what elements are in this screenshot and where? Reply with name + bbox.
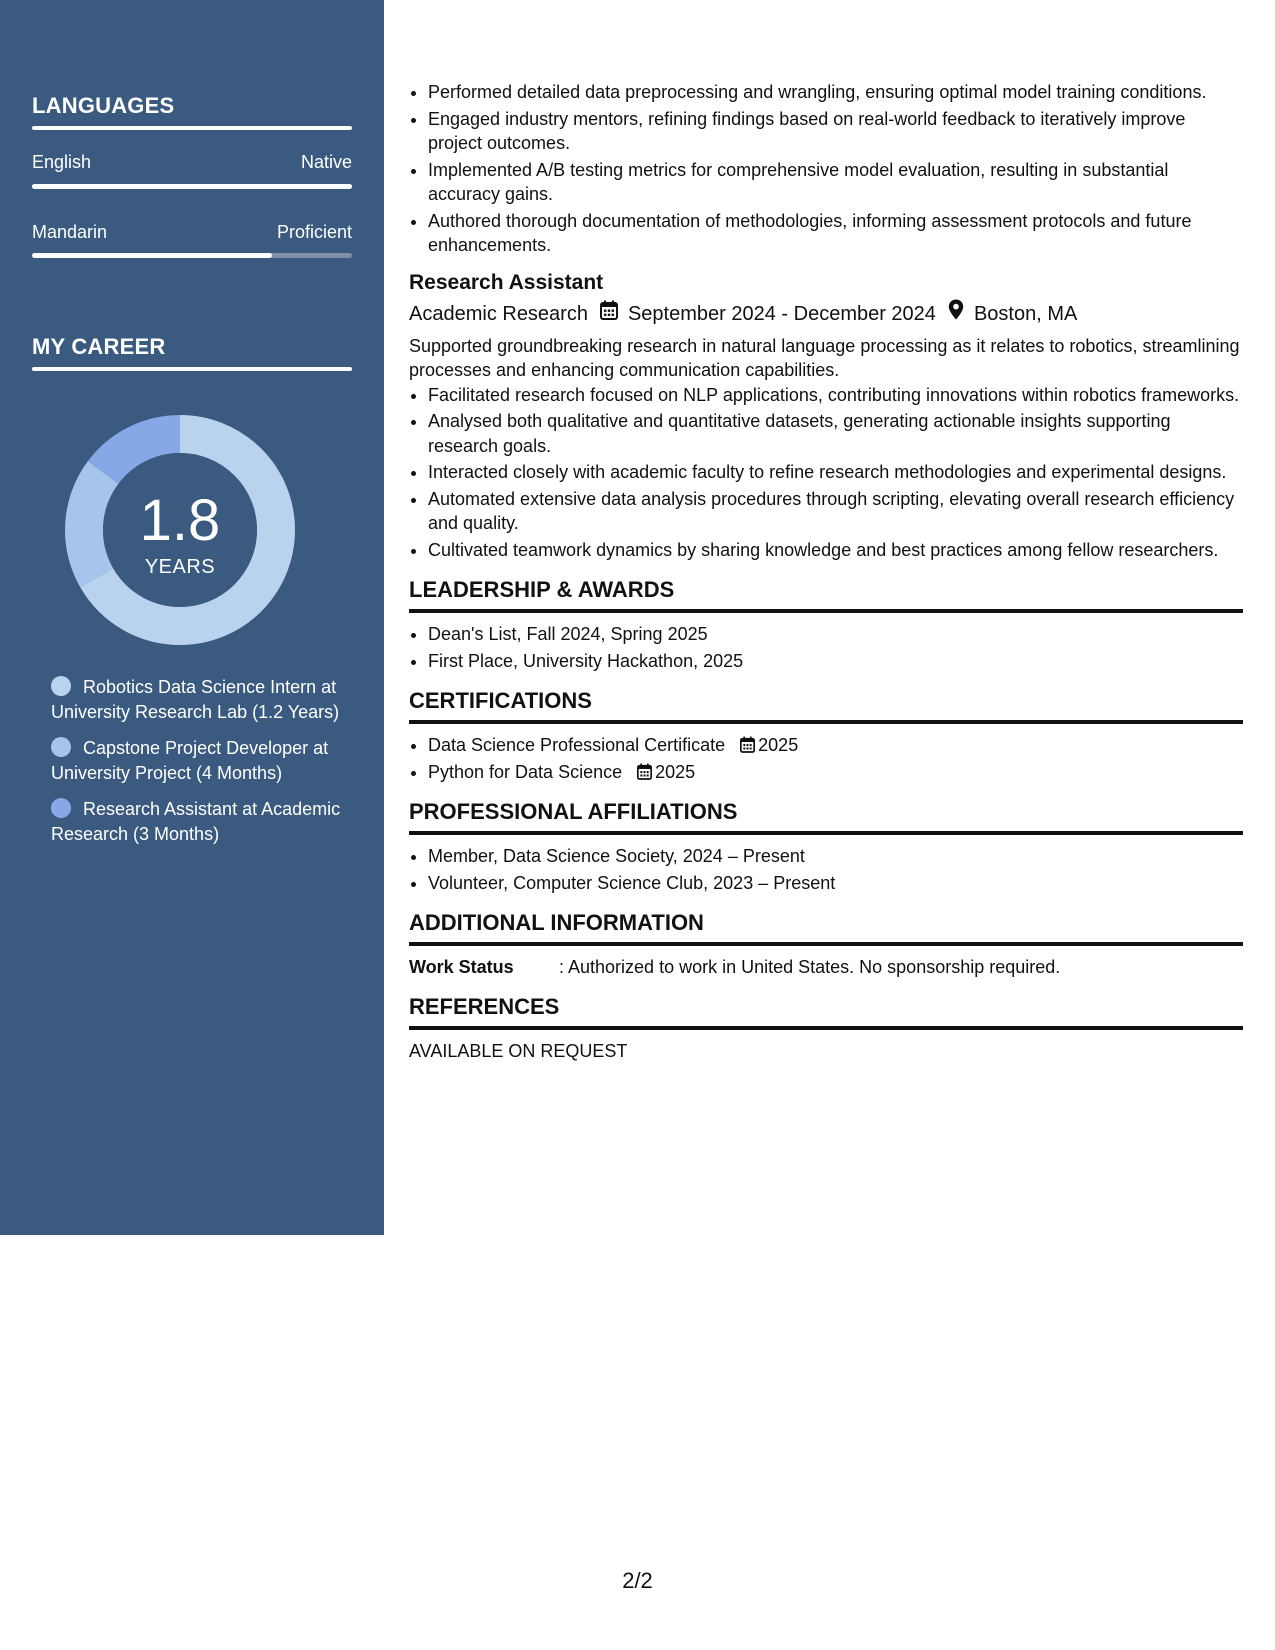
bullet-item: • Engaged industry mentors, refining findings based on real-world feedback to iteratively improve project outcomes. xyxy=(428,107,1243,156)
calendar-icon xyxy=(637,763,652,780)
language-row-english xyxy=(32,152,352,178)
career-legend-item xyxy=(51,675,341,724)
bullet-item: • Authored thorough documentation of methodologies, informing assessment protocols and future enhancements. xyxy=(428,209,1243,258)
job-summary: Supported groundbreaking research in natural language processing as it relates to robotics, streamlining processes and enhancing communication capabilities. xyxy=(409,335,1240,380)
language-level: Proficient xyxy=(276,222,352,242)
legend-dot-icon xyxy=(51,798,71,818)
section-divider xyxy=(409,1026,1243,1030)
bullet-item: • Implemented A/B testing metrics for comprehensive model evaluation, resulting in substantial accuracy gains. xyxy=(428,158,1243,207)
job-company: Academic Research xyxy=(409,302,588,325)
certification-item xyxy=(428,733,1243,758)
career-legend xyxy=(51,675,341,858)
work-status-label: Work Status xyxy=(409,957,514,977)
career-donut-center xyxy=(65,415,295,645)
career-legend-item xyxy=(51,797,341,846)
references-heading: REFERENCES xyxy=(409,994,560,1019)
bullet-item: • Interacted closely with academic faculty to refine research methodologies and experimental designs. xyxy=(428,460,1243,485)
certification-year-group xyxy=(637,762,695,782)
language-name: Mandarin xyxy=(32,222,108,242)
certification-item xyxy=(428,760,1243,785)
affiliation-item: • Volunteer, Computer Science Club, 2023 – Present xyxy=(428,871,1243,896)
leadership-list xyxy=(409,622,1243,673)
job-meta xyxy=(409,299,1243,329)
certification-name: Data Science Professional Certificate xyxy=(428,735,726,755)
certifications-list xyxy=(409,733,1243,784)
career-total-years: 1.8 xyxy=(139,487,221,553)
legend-dot-icon xyxy=(51,737,71,757)
calendar-icon xyxy=(600,299,618,329)
affiliations-heading: PROFESSIONAL AFFILIATIONS xyxy=(409,799,738,824)
career-legend-item xyxy=(51,736,341,785)
bullet-item: • Cultivated teamwork dynamics by sharing knowledge and best practices among fellow researchers. xyxy=(428,538,1243,563)
bullet-item: • Automated extensive data analysis procedures through scripting, elevating overall research efficiency and quality. xyxy=(428,487,1243,536)
section-divider xyxy=(409,609,1243,613)
work-status-row xyxy=(409,955,1243,979)
award-item: • Dean's List, Fall 2024, Spring 2025 xyxy=(428,622,1243,647)
affiliation-item: • Member, Data Science Society, 2024 – Present xyxy=(428,844,1243,869)
calendar-icon xyxy=(740,736,755,753)
bullet-item: • Performed detailed data preprocessing and wrangling, ensuring optimal model training conditions. xyxy=(428,80,1243,105)
previous-job-bullets xyxy=(409,80,1243,258)
language-row-mandarin xyxy=(32,222,352,248)
additional-info-heading: ADDITIONAL INFORMATION xyxy=(409,910,704,935)
language-level: Native xyxy=(300,152,352,172)
job-title: Research Assistant xyxy=(409,270,604,294)
career-legend-label: Capstone Project Developer at University Project (4 Months) xyxy=(51,738,329,783)
page-number: 2/2 xyxy=(622,1568,653,1593)
bullet-item: • Facilitated research focused on NLP applications, contributing innovations within robotics frameworks. xyxy=(428,383,1243,408)
section-divider xyxy=(409,831,1243,835)
career-divider xyxy=(32,367,352,371)
award-item: • First Place, University Hackathon, 2025 xyxy=(428,649,1243,674)
certification-name: Python for Data Science xyxy=(428,761,623,782)
main-content xyxy=(409,80,1243,1063)
languages-divider xyxy=(32,126,352,130)
certifications-heading: CERTIFICATIONS xyxy=(409,688,592,713)
language-name: English xyxy=(32,152,92,172)
legend-dot-icon xyxy=(51,676,71,696)
section-divider xyxy=(409,942,1243,946)
references-text: AVAILABLE ON REQUEST xyxy=(409,1041,628,1061)
language-bar-fill xyxy=(32,253,272,258)
job-bullets xyxy=(409,383,1243,563)
location-pin-icon xyxy=(948,299,964,329)
certification-year-group xyxy=(740,735,798,755)
work-status-value: : Authorized to work in United States. No sponsorship required. xyxy=(559,957,1061,977)
bullet-item: • Analysed both qualitative and quantitative datasets, generating actionable insights supporting research goals. xyxy=(428,409,1243,458)
certification-year: 2025 xyxy=(655,761,696,782)
language-bar-fill xyxy=(32,184,352,189)
language-bar-mandarin xyxy=(32,253,352,258)
job-location: Boston, MA xyxy=(973,302,1078,325)
job-dates: September 2024 - December 2024 xyxy=(627,302,936,325)
career-total-unit: YEARS xyxy=(144,555,216,578)
career-heading: MY CAREER xyxy=(32,334,166,359)
section-divider xyxy=(409,720,1243,724)
languages-heading: LANGUAGES xyxy=(32,93,175,118)
affiliations-list xyxy=(409,844,1243,895)
career-legend-label: Research Assistant at Academic Research (3 Months) xyxy=(51,799,341,844)
leadership-heading: LEADERSHIP & AWARDS xyxy=(409,577,675,602)
career-legend-label: Robotics Data Science Intern at University Research Lab (1.2 Years) xyxy=(51,677,340,722)
certification-year: 2025 xyxy=(758,735,799,755)
career-donut-chart xyxy=(65,415,295,645)
sidebar xyxy=(0,0,384,1235)
language-bar-english xyxy=(32,184,352,189)
